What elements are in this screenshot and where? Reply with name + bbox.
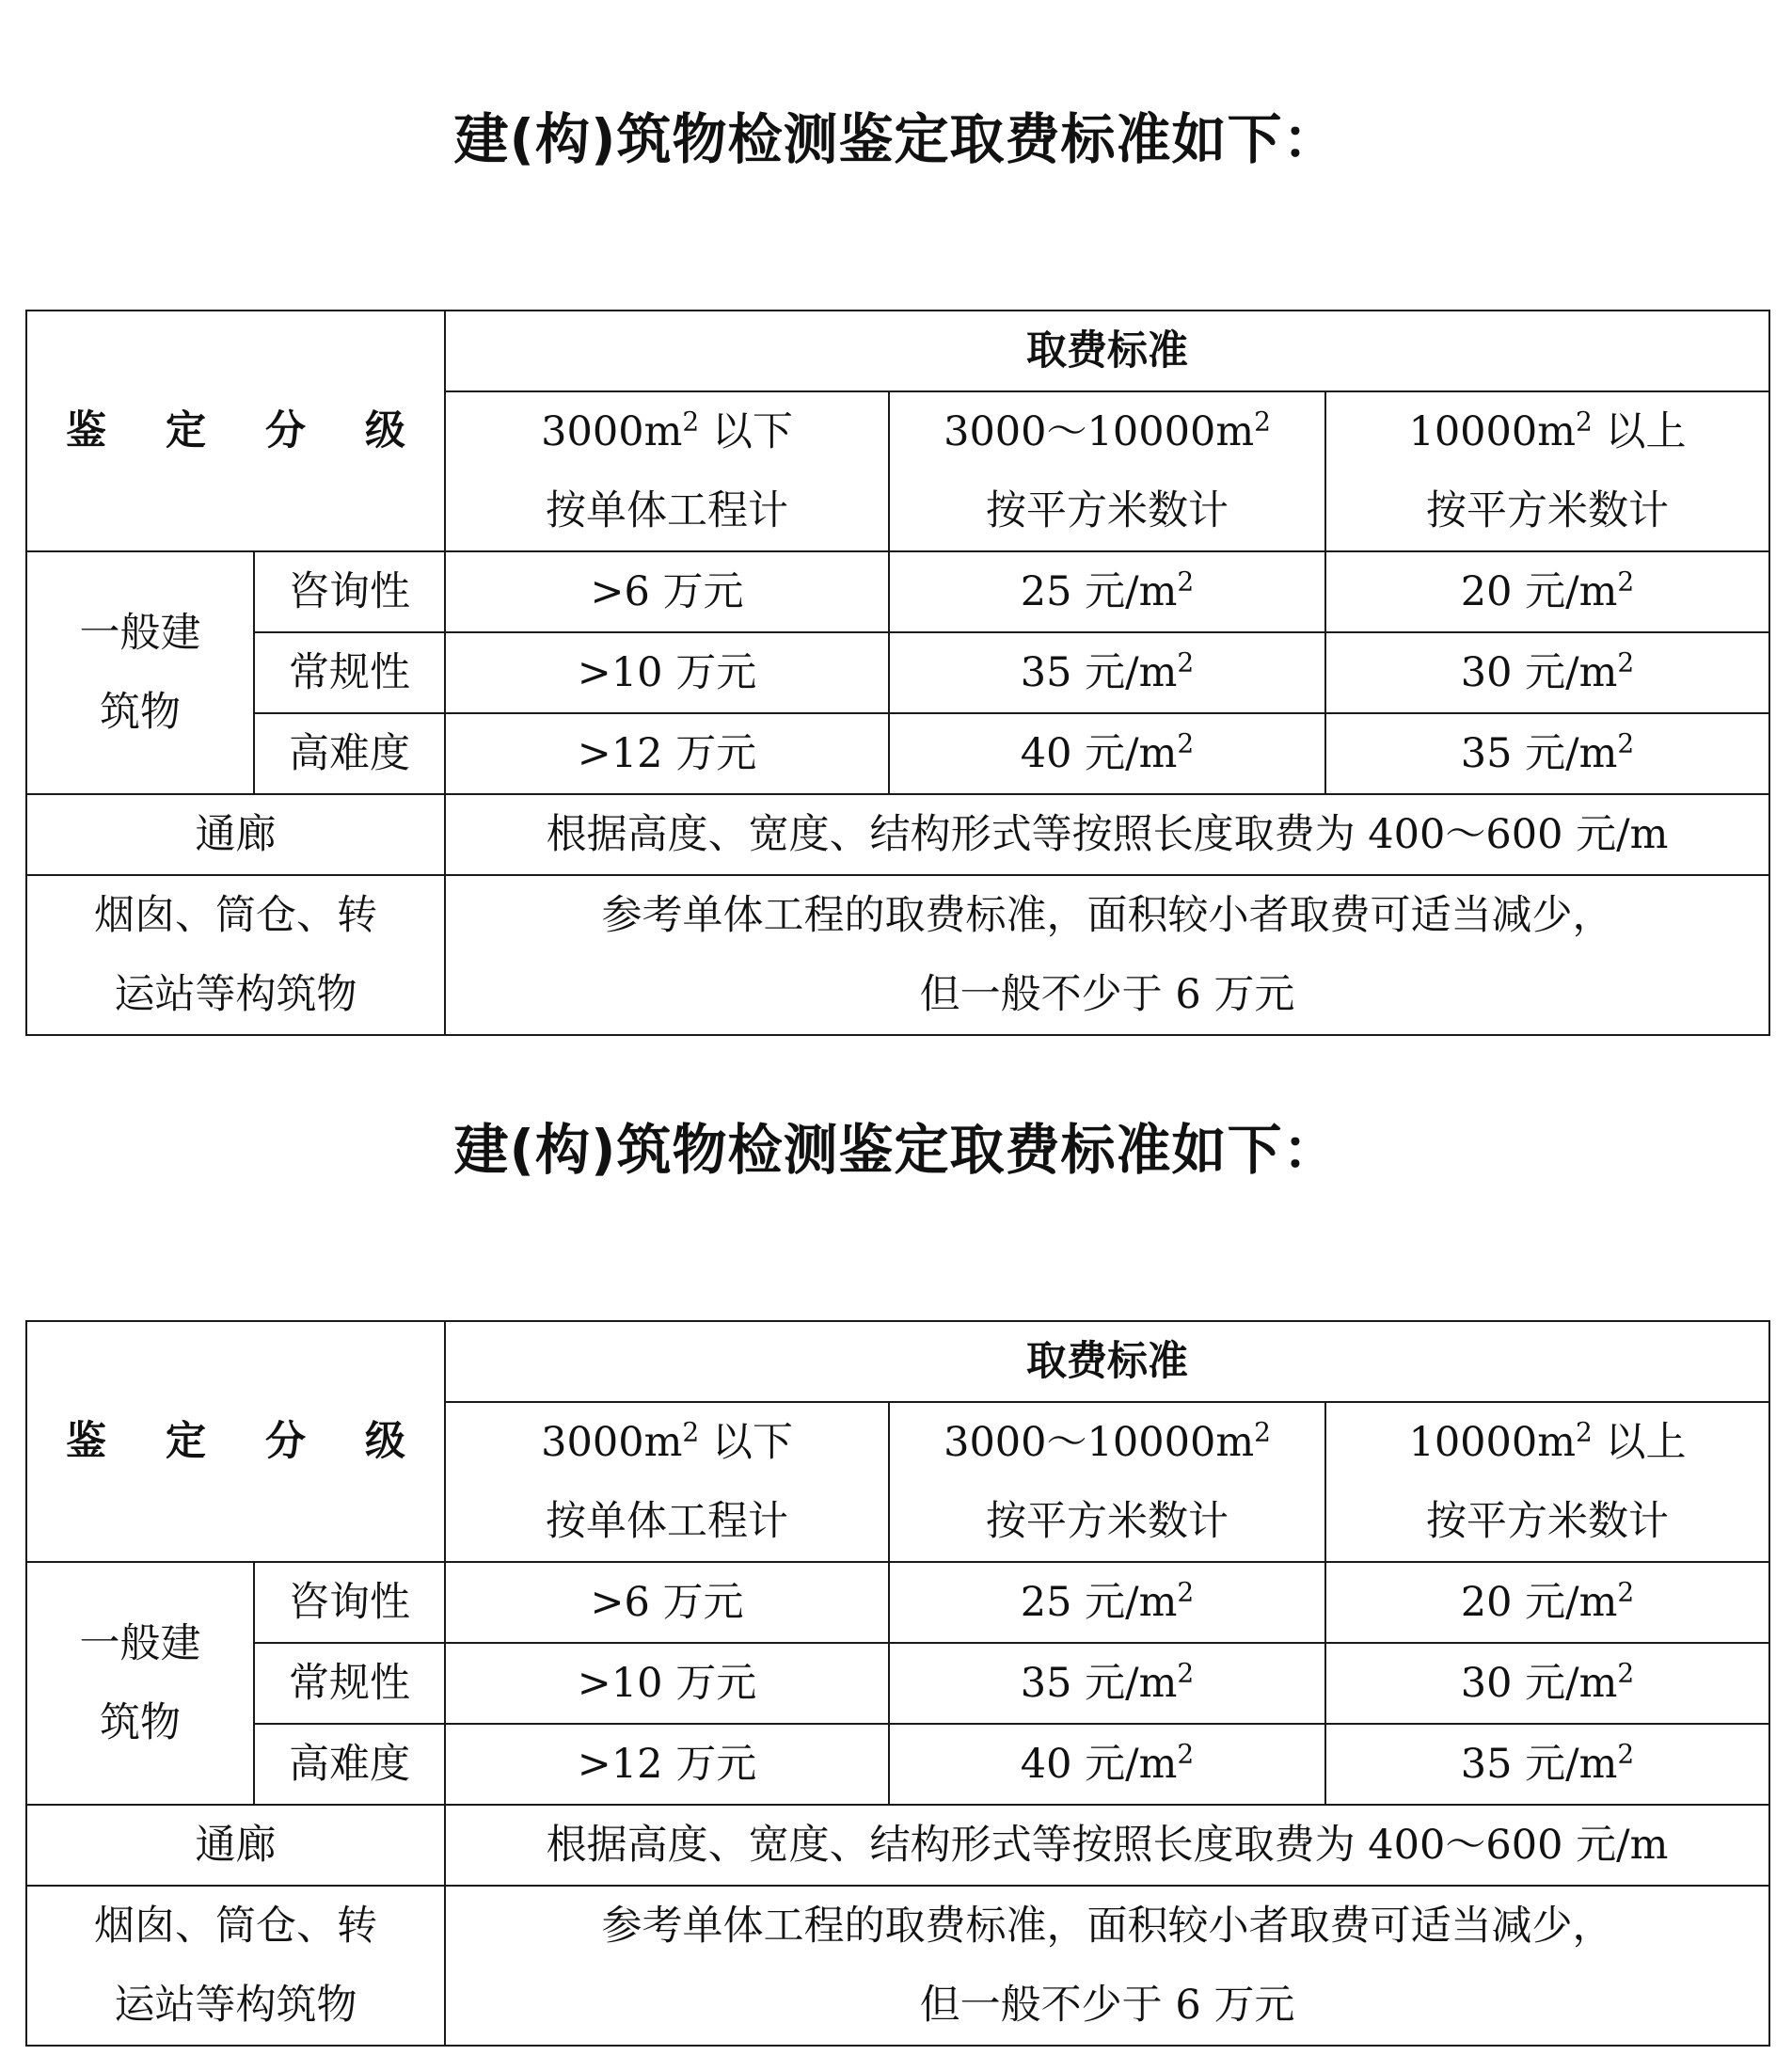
- general-building-label: 一般建 筑物: [26, 1562, 254, 1805]
- corridor-fee: 根据高度、宽度、结构形式等按照长度取费为 400～600 元/m: [445, 794, 1769, 875]
- fee-table: [25, 310, 1770, 1036]
- col-header-below-3000: $3000m^2$ 以下 按单体工程计: [445, 391, 889, 551]
- grade-header: 鉴 定 分 级: [26, 311, 445, 551]
- level-label: 咨询性: [254, 1562, 445, 1643]
- table-row: [26, 1724, 1769, 1805]
- general-building-label: 一般建 筑物: [26, 551, 254, 794]
- table-row: [26, 1805, 1769, 1886]
- fee-header: 取费标准: [445, 1321, 1769, 1402]
- col-header-below-3000: $3000m^2$ 以下 按单体工程计: [445, 1402, 889, 1562]
- col-header-above-10000: $10000m^2$ 以上 按平方米数计: [1325, 391, 1769, 551]
- fee-cell: 35 元$/m^2$: [1325, 1724, 1769, 1805]
- chimney-fee: 参考单体工程的取费标准，面积较小者取费可适当减少， 但一般不少于 6 万元: [445, 1886, 1769, 2046]
- fee-cell: >12 万元: [445, 1724, 889, 1805]
- chimney-label: 烟囱、筒仓、转 运站等构筑物: [26, 1886, 445, 2046]
- table-row: [26, 875, 1769, 1035]
- fee-cell: >10 万元: [445, 1643, 889, 1724]
- level-label: 常规性: [254, 1643, 445, 1724]
- fee-cell: 35 元$/m^2$: [889, 632, 1325, 713]
- level-label: 高难度: [254, 1724, 445, 1805]
- fee-cell: 20 元$/m^2$: [1325, 551, 1769, 632]
- fee-table: [25, 1320, 1770, 2047]
- grade-header: 鉴 定 分 级: [26, 1321, 445, 1562]
- fee-cell: 25 元$/m^2$: [889, 1562, 1325, 1643]
- chimney-fee: 参考单体工程的取费标准，面积较小者取费可适当减少， 但一般不少于 6 万元: [445, 875, 1769, 1035]
- table-row: [26, 551, 1769, 632]
- table-row: [26, 794, 1769, 875]
- table-row: [26, 1562, 1769, 1643]
- level-label: 常规性: [254, 632, 445, 713]
- table-row: [26, 1886, 1769, 2046]
- fee-header: 取费标准: [445, 311, 1769, 391]
- chimney-label: 烟囱、筒仓、转 运站等构筑物: [26, 875, 445, 1035]
- table-row: [26, 632, 1769, 713]
- col-header-above-10000: $10000m^2$ 以上 按平方米数计: [1325, 1402, 1769, 1562]
- page-title: 建(构)筑物检测鉴定取费标准如下：: [453, 1118, 1339, 1182]
- level-label: 高难度: [254, 713, 445, 794]
- table-row: [26, 713, 1769, 794]
- fee-cell: 30 元$/m^2$: [1325, 1643, 1769, 1724]
- corridor-label: 通廊: [26, 794, 445, 875]
- fee-cell: >6 万元: [445, 1562, 889, 1643]
- fee-cell: 35 元$/m^2$: [889, 1643, 1325, 1724]
- fee-cell: >10 万元: [445, 632, 889, 713]
- corridor-fee: 根据高度、宽度、结构形式等按照长度取费为 400～600 元/m: [445, 1805, 1769, 1886]
- fee-cell: >6 万元: [445, 551, 889, 632]
- fee-cell: 40 元$/m^2$: [889, 713, 1325, 794]
- fee-cell: >12 万元: [445, 713, 889, 794]
- table-row: [26, 1643, 1769, 1724]
- fee-cell: 25 元$/m^2$: [889, 551, 1325, 632]
- fee-cell: 40 元$/m^2$: [889, 1724, 1325, 1805]
- col-header-3000-10000: $3000\sim 10000m^2$ 按平方米数计: [889, 1402, 1325, 1562]
- fee-cell: 20 元$/m^2$: [1325, 1562, 1769, 1643]
- page-title: 建(构)筑物检测鉴定取费标准如下：: [453, 107, 1339, 171]
- fee-cell: 35 元$/m^2$: [1325, 713, 1769, 794]
- fee-cell: 30 元$/m^2$: [1325, 632, 1769, 713]
- col-header-3000-10000: $3000\sim 10000m^2$ 按平方米数计: [889, 391, 1325, 551]
- corridor-label: 通廊: [26, 1805, 445, 1886]
- level-label: 咨询性: [254, 551, 445, 632]
